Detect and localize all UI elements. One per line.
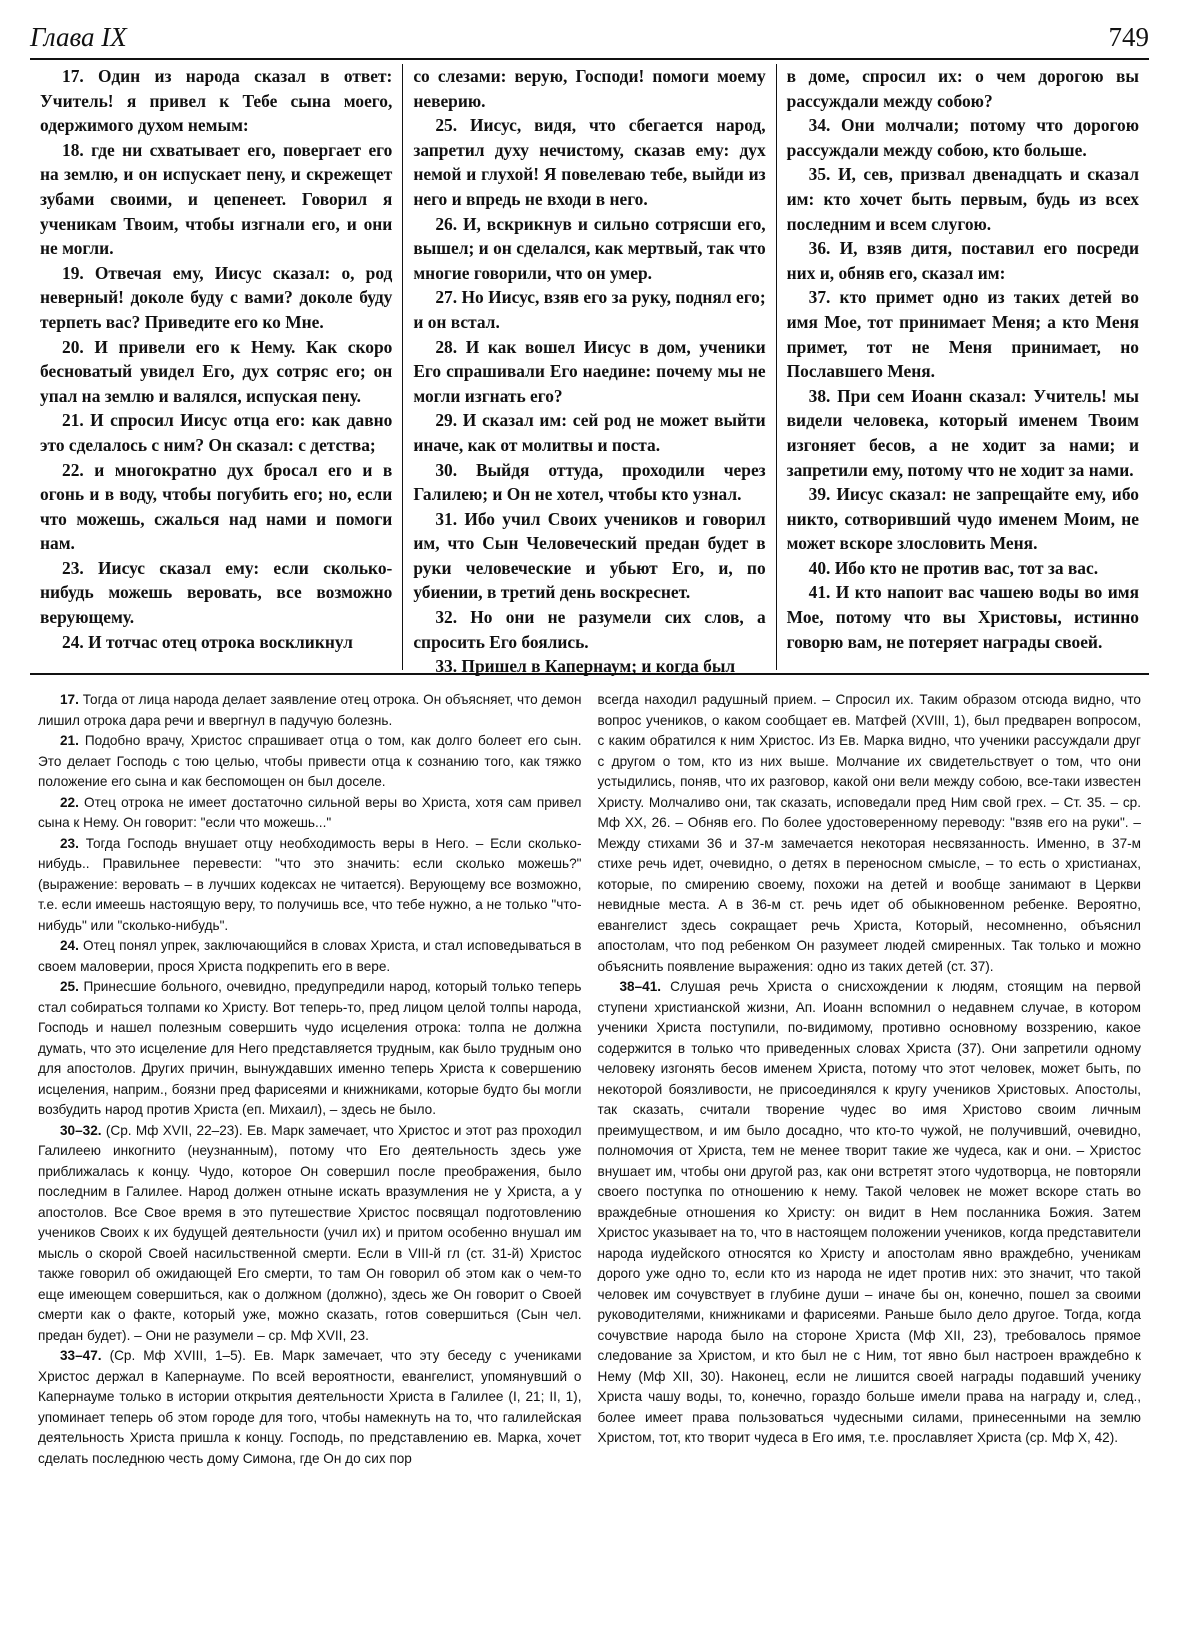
note-number: 22.: [60, 794, 79, 810]
note-text: (Ср. Мф XVII, 22–23). Ев. Марк замечает, что Христос и этот раз проходил Галилеею инкогнито (неузнанным), потому что Его деятельность здесь уже приближалась к концу. Чудо, которое Он совершил после преображения, было последним в Галилее. Народ должен отныне искать вразумления не у Христа, а у апостолов. Все Свое время в это путешествие Христос посвящал подготовлению учеников Своих к их будущей деятельности (учил их) и притом особенно внушал им мысль о скорой Своей насильственной смерти. Если в VIII-й гл (ст. 31-й) Христос также говорил об ожидающей Его смерти, то там Он говорил об этом как о чем-то еще имеющем совершиться, как о должном (должно), здесь же Он говорит о Своей смерти как о факте, который уже, можно сказать, готов совершиться (Сын чел. предан будет). – Они не разумели – ср. Мф XVII, 23.: [38, 1122, 582, 1343]
verse-21: 21. И спросил Иисус отца его: как давно это сделалось с ним? Он сказал: с детства;: [40, 410, 393, 455]
note-number: 21.: [60, 733, 79, 748]
commentary-note: [38, 977, 582, 1121]
verse-37: 37. кто примет одно из таких детей во имя Мое, тот принимает Меня; а кто Меня примет, тот не Меня принимает, но Пославшего Меня.: [786, 287, 1139, 382]
note-text: Тогда Господь внушает отцу необходимость веры в Него. – Если сколько-нибудь.. Правильнее перевести: "что это значить: если сколько можешь?" (выражение: веровать – в лучших кодексах не читается). Верующему все возможно, т.е. если имеешь настоящую веру, то получишь все, что тебе нужно, а не только "что-нибудь" или "сколько-нибудь".: [38, 835, 582, 933]
section-divider: [30, 673, 1149, 675]
note-text: Отец отрока не имеет достаточно сильной веры во Христа, хотя сам привел сына к Нему. Он говорит: "если что можешь...": [38, 794, 582, 830]
note-number: 17.: [60, 692, 79, 707]
commentary-note: [38, 731, 582, 793]
verse-35: 35. И, сев, призвал двенадцать и сказал им: кто хочет быть первым, будь из всех последним и всем слугою.: [786, 164, 1139, 234]
scripture-column-3: [776, 64, 1149, 670]
verse-23: 23. Иисус сказал ему: если сколько-нибудь можешь веровать, все возможно верующему.: [40, 557, 393, 628]
verse-22: 22. и многократно дух бросал его и в огонь и в воду, чтобы погубить его; но, если что можешь, сжалься над нами и помоги нам.: [40, 459, 393, 554]
note-text: (Ср. Мф XVIII, 1–5). Ев. Марк замечает, что эту беседу с учениками Христос держал в Капернауме. По всей вероятности, евангелист, упомянувший о Капернауме только в истории открытия деятельности Христа в Галилее (I, 21; II, 1), упоминает теперь об этом городе для того, чтобы намекнуть на то, что галилейская деятельность Христа пришла к концу. Господь, по представлению ев. Марка, хочет сделать последнюю честь дому Симона, где Он до сих пор: [38, 1348, 582, 1466]
verse-20: 20. И привели его к Нему. Как скоро бесноватый увидел Его, дух сотряс его; он упал на землю и валялся, испуская пену.: [40, 336, 393, 406]
commentary-note: [598, 977, 1142, 1449]
verse-32: 32. Но они не разумели сих слов, а спросить Его боялись.: [413, 607, 766, 652]
chapter-title: Глава IX: [30, 22, 127, 52]
verse-17: 17. Один из народа сказал в ответ: Учитель! я привел к Тебе сына моего, одержимого духом немым:: [40, 66, 393, 136]
commentary-note: [38, 1121, 582, 1347]
commentary-note: [38, 834, 582, 937]
verse-29: 29. И сказал им: сей род не может выйти иначе, как от молитвы и поста.: [413, 410, 766, 455]
commentary-note: [38, 793, 582, 834]
commentary-note: [38, 1346, 582, 1469]
verse-27: 27. Но Иисус, взяв его за руку, поднял его; и он встал.: [413, 287, 766, 332]
note-number: 23.: [60, 835, 79, 851]
note-number: 33–47.: [60, 1348, 102, 1363]
verse-25: 25. Иисус, видя, что сбегается народ, запретил духу нечистому, сказав ему: дух немой и глухой! Я повелеваю тебе, выйди из него и впредь не входи в него.: [413, 115, 766, 209]
commentary-note: [38, 936, 582, 977]
verse-39: 39. Иисус сказал: не запрещайте ему, ибо никто, сотворивший чудо именем Моим, не может вскоре злословить Меня.: [786, 484, 1139, 554]
verse-31: 31. Ибо учил Своих учеников и говорил им, что Сын Человеческий предан будет в руки человеческие и убьют Его, и, по убиении, в третий день воскреснет.: [413, 508, 766, 603]
verse-34: 34. Они молчали; потому что дорогою рассуждали между собою, кто больше.: [786, 115, 1139, 160]
note-text: Подобно врачу, Христос спрашивает отца о том, как долго болеет его сын. Это делает Господь с тою целью, чтобы привести отца к сознанию того, как тяжко положение его сына и как беспомощен он был доселе.: [38, 733, 582, 789]
commentary-note-continued: [598, 690, 1142, 977]
page-number: 749: [1108, 22, 1149, 52]
note-text: всегда находил радушный прием. – Спросил их. Таким образом отсюда видно, что вопрос учеников, о каком сообщает ев. Матфей (XVIII, 1), был предварен вопросом, с каким обратился к ним Христос. Из Ев. Марка видно, что ученики рассуждали друг с другом о том, кто из них выше. Молчание их свидетельствует о том, что они устыдились, поняв, что их разговор, какой они вели между собою, все-таки известен Христу. Молчаливо они, так сказать, исповедали пред Ним свой грех. – Ст. 35. – ср. Мф XX, 26. – Обняв его. По более удостоверенному переводу: "взяв его на руки". – Между стихами 36 и 37-м замечается некоторая несвязанность. Именно, в 37-м стихе речь идет, очевидно, о детях в переносном смысле, – то есть о христианах, которые, по смирению своему, похожи на детей и вообще занимают в Церкви невидные места. А в 36-м ст. речь идет об обыкновенном ребенке. Вероятно, евангелист здесь сокращает речь Христа, Который, несомненно, объяснил апостолам, что под ребенком Он разумеет людей смиренных. Так только и можно объяснить появление выражения: одно из таких детей (ст. 37).: [597, 692, 1141, 974]
header-rule: [30, 58, 1149, 60]
note-number: 24.: [60, 938, 79, 953]
note-number: 30–32.: [60, 1122, 102, 1138]
verse-19: 19. Отвечая ему, Иисус сказал: о, род неверный! доколе буду с вами? доколе буду терпеть вас? Приведите его ко Мне.: [40, 262, 393, 332]
verse-40: 40. Ибо кто не против вас, тот за вас.: [808, 557, 1099, 578]
verse-28: 28. И как вошел Иисус в дом, ученики Его спрашивали Его наедине: почему мы не могли изгнать его?: [413, 336, 766, 406]
scripture-text: [30, 64, 1149, 677]
note-number: 25.: [60, 979, 79, 994]
verse-38: 38. При сем Иоанн сказал: Учитель! мы видели человека, который именем Твоим изгоняет бесов, а не ходит за нами; и запретили ему, потому что не ходит за нами.: [786, 385, 1139, 480]
note-text: Принесшие больного, очевидно, предупредили народ, который только теперь стал собираться толпами ко Христу. Вот теперь-то, пред лицом целой толпы народа, Господь и нашел полезным совершить чудо исцеления отрока: толпа не должна думать, что это исцеление для Него представляется трудным, как было трудным оно для апостолов. Других причин, вынуждавших именно теперь Христа к совершению исцеления, наприм., боязни пред фарисеями и книжниками, которые будто бы могли возбудить народ против Христа (еп. Михаил), – здесь не было.: [38, 979, 582, 1117]
note-number: 38–41.: [619, 979, 662, 994]
verse-33-continued: в доме, спросил их: о чем дорогою вы рассуждали между собою?: [786, 66, 1139, 111]
verse-24-continued: со слезами: верую, Господи! помоги моему неверию.: [413, 66, 766, 111]
commentary-column-left: [30, 690, 590, 1620]
note-text: Тогда от лица народа делает заявление отец отрока. Он объясняет, что демон лишил отрока дара речи и ввергнул в падучую болезнь.: [38, 692, 582, 728]
commentary-note: [38, 690, 582, 731]
verse-36: 36. И, взяв дитя, поставил его посреди них и, обняв его, сказал им:: [786, 238, 1139, 283]
note-text: Отец понял упрек, заключающийся в словах Христа, и стал исповедываться в своем маловерии, прося Христа подкрепить его в вере.: [38, 938, 582, 974]
verse-33: 33. Пришел в Капернаум; и когда был: [435, 656, 736, 677]
commentary: [30, 690, 1149, 1620]
verse-30: 30. Выйдя оттуда, проходили через Галилею; и Он не хотел, чтобы кто узнал.: [413, 459, 766, 505]
verse-26: 26. И, вскрикнув и сильно сотрясши его, вышел; и он сделался, как мертвый, так что многие говорили, что он умер.: [413, 213, 766, 283]
verse-41: 41. И кто напоит вас чашею воды во имя Мое, потому что вы Христовы, истинно говорю вам, не потеряет награды своей.: [786, 582, 1139, 652]
verse-18: 18. где ни схватывает его, повергает его на землю, и он испускает пену, и скрежещет зубами своими, и цепенеет. Говорил я ученикам Твоим, чтобы изгнали его, и они не могли.: [40, 139, 393, 259]
scripture-column-2: [402, 64, 775, 677]
commentary-column-right: [590, 690, 1150, 1620]
verse-24: 24. И тотчас отец отрока воскликнул: [62, 631, 353, 652]
running-header: [30, 18, 1149, 58]
note-text: Слушая речь Христа о снисхождении к людям, стоящим на первой ступени христианской жизни, Ап. Иоанн вспомнил о недавнем случае, в котором ученики Христа поступили, по-видимому, противно основному воззрению, какое содержится в только что приведенных словах Христа (37). Они запретили одному человеку изгонять бесов именем Христа, потому что этот человек, может быть, по некоторой боязливости, не присоединялся к кругу учеников Христовых. Апостолы, так сказать, считали творение чудес во имя Христово своим личным преимуществом, и им было досадно, что кто-то чужой, не получивший, очевидно, полномочия от Христа, тем не менее творит такие же чудеса, как и они. – Христос внушает им, чтобы они другой раз, как они встретят этого чудотворца, не повторяли своего поступка по отношению к нему. Такой человек не может вскоре стать во враждебные отношения ко Христу: он видит в Нем посланника Божия. Затем Христос указывает на то, что в настоящем положении учеников, когда представители народа иудейского относятся ко Христу и апостолам явно враждебно, ученикам дорого уже одно то, если кто из народа не идет против них: это значит, что такой человек им сочувствует в глубине души – иначе бы он, конечно, пошел за своими руководителями, книжниками и фарисеями. Раньше было дело другое. Тогда, когда сочувствие народа было на стороне Христа (Мф XII, 23), требовалось прямое следование за Христом, и кто был не с Ним, тот явно был настроен враждебно к Нему (Мф XII, 30). Наконец, если не лишится своей награды подавший ученику Христа чашу воды, то, конечно, гораздо больше имели права на награду и, след., более имеет права пользоваться чудесными силами, принесенными на землю Христом, тот, кто творит чудеса в Его имя, т.е. прославляет Христа (ср. Мф X, 42).: [597, 979, 1141, 1445]
scripture-column-1: [30, 64, 402, 670]
